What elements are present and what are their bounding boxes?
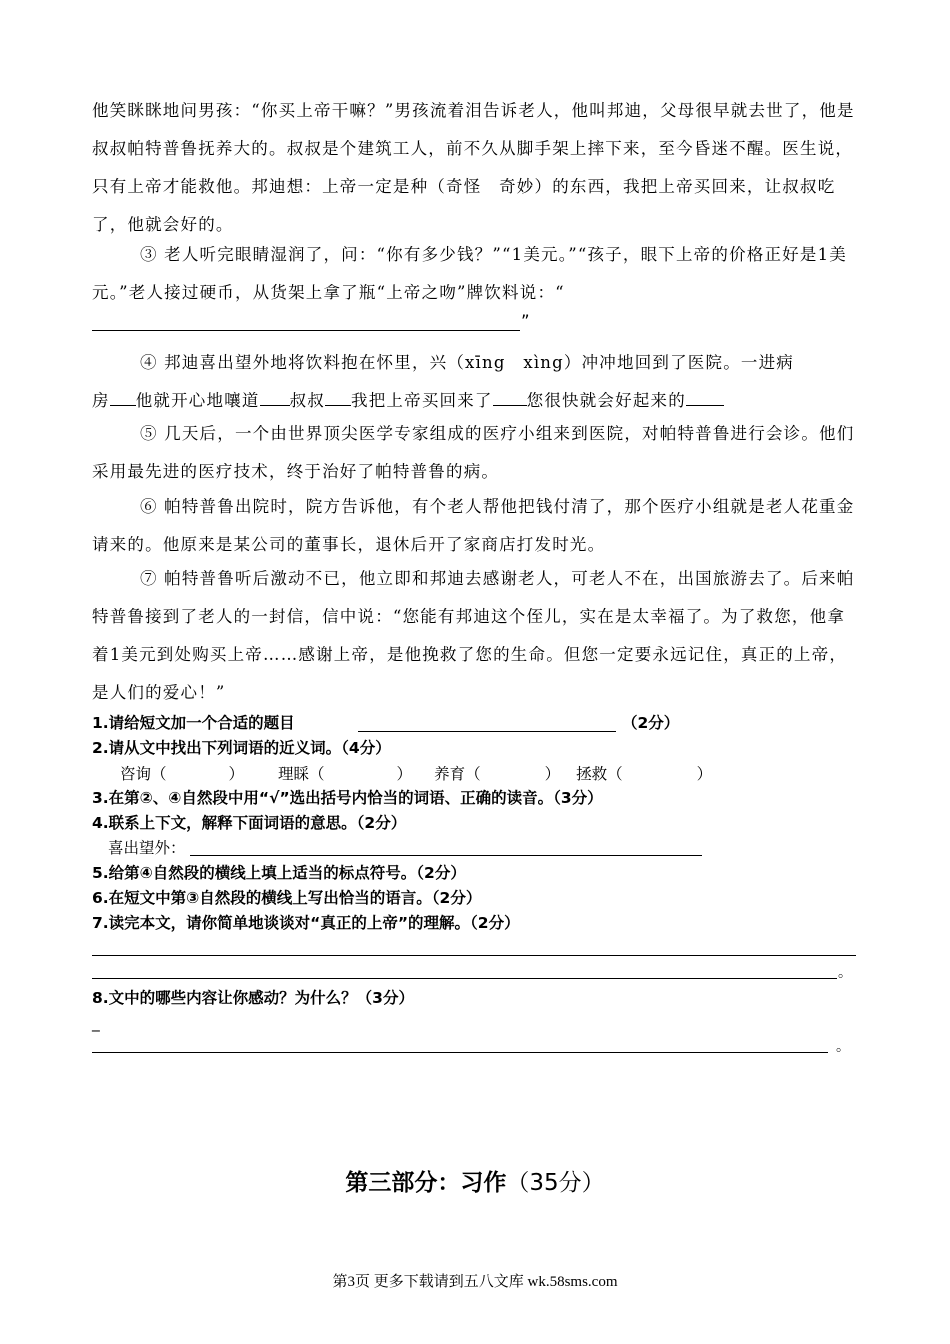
question-1: 1.请给短文加一个合适的题目 xyxy=(92,714,295,732)
section-title-main: 第三部分：习作 xyxy=(345,1170,507,1196)
punct-blank-4[interactable] xyxy=(493,387,527,406)
section-title-score: （35分） xyxy=(506,1170,605,1196)
paragraph-4-seg1: 房 xyxy=(92,391,110,410)
paragraph-4-seg2: 他就开心地嚷道 xyxy=(135,391,260,410)
word-raise-close: ） xyxy=(544,765,561,783)
question-5: 5.给第④自然段的横线上填上适当的标点符号。（2分） xyxy=(92,864,466,882)
word-heed-close: ） xyxy=(396,765,413,783)
paragraph-7-text: ⑦ 帕特普鲁听后激动不已，他立即和邦迪去感谢老人，可老人不在，出国旅游去了。后来帕特普鲁接到了老人的一封信，信中说：“您能有邦迪这个侄儿，实在是太幸福了。为了救您，他拿着1美元到处购买上帝……感谢上帝，是他挽救了您的生命。但您一定要永远记住，真正的上帝，是人们的爱心！” xyxy=(92,569,855,702)
question-8-end: 。 xyxy=(836,1039,850,1055)
paragraph-5-text: ⑤ 几天后，一个由世界顶尖医学专家组成的医疗小组来到医院，对帕特普鲁进行会诊。他们采用最先进的医疗技术，终于治好了帕特普鲁的病。 xyxy=(92,424,855,481)
question-6: 6.在短文中第③自然段的横线上写出恰当的语言。（2分） xyxy=(92,889,482,907)
answer-line-q1[interactable] xyxy=(358,731,616,732)
paragraph-3-text: ③ 老人听完眼睛湿润了，问：“你有多少钱？”“1美元。”“孩子，眼下上帝的价格正好是1美元。”老人接过硬币，从货架上拿了瓶“上帝之吻”牌饮料说：“ xyxy=(92,245,847,302)
question-3: 3.在第②、④自然段中用“√”选出括号内恰当的词语、正确的读音。（3分） xyxy=(92,789,603,807)
punct-blank-5[interactable] xyxy=(686,387,724,406)
page-footer: 第3页 更多下载请到五八文库 wk.58sms.com xyxy=(332,1274,618,1290)
word-consult-close: ） xyxy=(228,765,245,783)
word-raise: 养育（ xyxy=(434,765,481,783)
question-8: 8.文中的哪些内容让你感动？为什么？（3分） xyxy=(92,989,414,1007)
closing-quote: ” xyxy=(521,312,530,331)
word-rescue-close: ） xyxy=(696,765,713,783)
paragraph-5 xyxy=(92,415,862,491)
paragraph-2: 他笑眯眯地问男孩：“你买上帝干嘛？”男孩流着泪告诉老人，他叫邦迪，父母很早就去世了，他是叔叔帕特普鲁抚养大的。叔叔是个建筑工人，前不久从脚手架上摔下来，至今昏迷不醒。医生说，只有上帝才能救他。邦迪想：上帝一定是种（奇怪 奇妙）的东西，我把上帝买回来，让叔叔吃了，他就会好的。 xyxy=(92,101,855,234)
paragraph-4-seg4: 我把上帝买回来了 xyxy=(351,391,493,410)
question-2: 2.请从文中找出下列词语的近义词。（4分） xyxy=(92,739,391,757)
answer-line-q4[interactable] xyxy=(190,855,702,856)
question-8-dash: _ xyxy=(92,1014,100,1032)
answer-line-q7-2[interactable] xyxy=(92,978,837,979)
answer-line-q6[interactable] xyxy=(92,330,520,331)
word-consult: 咨询（ xyxy=(120,765,167,783)
paragraph-6-text: ⑥ 帕特普鲁出院时，院方告诉他，有个老人帮他把钱付清了，那个医疗小组就是老人花重金请来的。他原来是某公司的董事长，退休后开了家商店打发时光。 xyxy=(92,497,855,554)
question-7: 7.读完本文，请你简单地谈谈对“真正的上帝”的理解。（2分） xyxy=(92,914,520,932)
punct-blank-2[interactable] xyxy=(260,387,290,406)
word-heed: 理睬（ xyxy=(278,765,325,783)
section-title xyxy=(0,1164,950,1197)
word-rescue: 拯救（ xyxy=(576,765,623,783)
punct-blank-3[interactable] xyxy=(325,387,351,406)
paragraph-3 xyxy=(92,236,862,312)
question-7-end: 。 xyxy=(838,965,852,981)
synonym-words xyxy=(120,762,712,784)
question-4: 4.联系上下文，解释下面词语的意思。（2分） xyxy=(92,814,407,832)
paragraph-4 xyxy=(92,344,862,420)
paragraph-7 xyxy=(92,560,862,712)
paragraph-4-seg5: 您很快就会好起来的 xyxy=(526,391,686,410)
paragraph-4-line1: ④ 邦迪喜出望外地将饮料抱在怀里，兴（xīng xìng）冲冲地回到了医院。一进病 xyxy=(140,353,794,372)
question-1-score: （2分） xyxy=(622,714,680,732)
paragraph-4-seg3: 叔叔 xyxy=(289,391,326,410)
punct-blank-1[interactable] xyxy=(110,387,136,406)
question-4-word: 喜出望外： xyxy=(108,839,186,857)
answer-line-q7-1[interactable] xyxy=(92,955,856,956)
answer-line-q8[interactable] xyxy=(92,1052,828,1053)
paragraph-6 xyxy=(92,488,862,564)
